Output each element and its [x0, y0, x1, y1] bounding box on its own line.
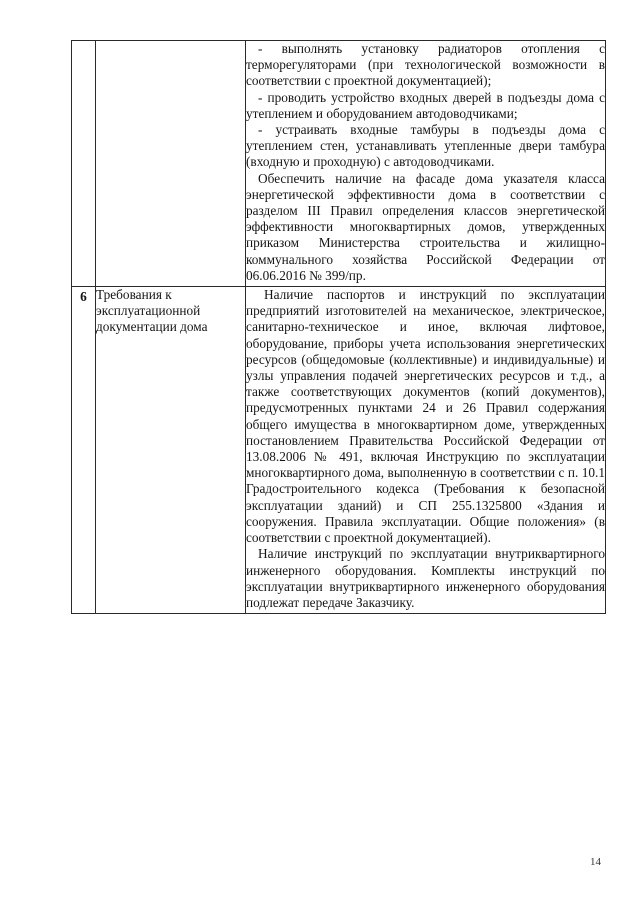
row-number	[72, 41, 96, 287]
requirements-table	[71, 40, 606, 614]
page-number: 14	[590, 856, 601, 868]
paragraph: Наличие паспортов и инструкций по эксплуатации предприятий изготовителей на механическое, электрическое, санитарно-техническое и иное, включая лифтовое, оборудование, приборы учета использования энергетических ресурсов (общедомовые (коллективные) и индивидуальные) и узлы управления подачей энергетических ресурсов и т.д., а также соответствующих документов (копий документов), предусмотренных пунктами 24 и 26 Правил содержания общего имущества в многоквартирном доме, утвержденных постановлением Правительства Российской Федерации от 13.08.2006 № 491, включая Инструкцию по эксплуатации многоквартирного дома, выполненную в соответствии с п. 10.1 Градостроительного кодекса (Требования к безопасной эксплуатации зданий) и СП 255.1325800 «Здания и сооружения. Правила эксплуатации. Общие положения» (в соответствии с проектной документацией).	[246, 287, 605, 546]
row-number: 6	[72, 287, 96, 614]
row-text	[246, 287, 606, 614]
table-row	[72, 41, 606, 287]
paragraph: - выполнять установку радиаторов отопления с терморегуляторами (при технологической возможности в соответствии с проектной документацией);	[246, 41, 605, 89]
row-name	[96, 41, 246, 287]
paragraph: Обеспечить наличие на фасаде дома указателя класса энергетической эффективности дома в соответствии с разделом III Правил определения классов энергетической эффективности многоквартирных домов, утвержденных приказом Министерства строительства и жилищно-коммунального хозяйства Российской Федерации от 06.06.2016 № 399/пр.	[246, 170, 605, 283]
row-name: Требования к эксплуатационной документации дома	[96, 287, 246, 614]
table-row	[72, 287, 606, 614]
paragraph: - устраивать входные тамбуры в подъезды дома с утеплением стен, устанавливать утепленные двери тамбура (входную и проходную) с автодоводчиками.	[246, 122, 605, 170]
paragraph: - проводить устройство входных дверей в подъезды дома с утеплением и оборудованием автодоводчиками;	[246, 89, 605, 121]
row-text	[246, 41, 606, 287]
paragraph: Наличие инструкций по эксплуатации внутриквартирного инженерного оборудования. Комплекты инструкций по эксплуатации внутриквартирного инженерного оборудования подлежат передаче Заказчику.	[246, 546, 605, 610]
